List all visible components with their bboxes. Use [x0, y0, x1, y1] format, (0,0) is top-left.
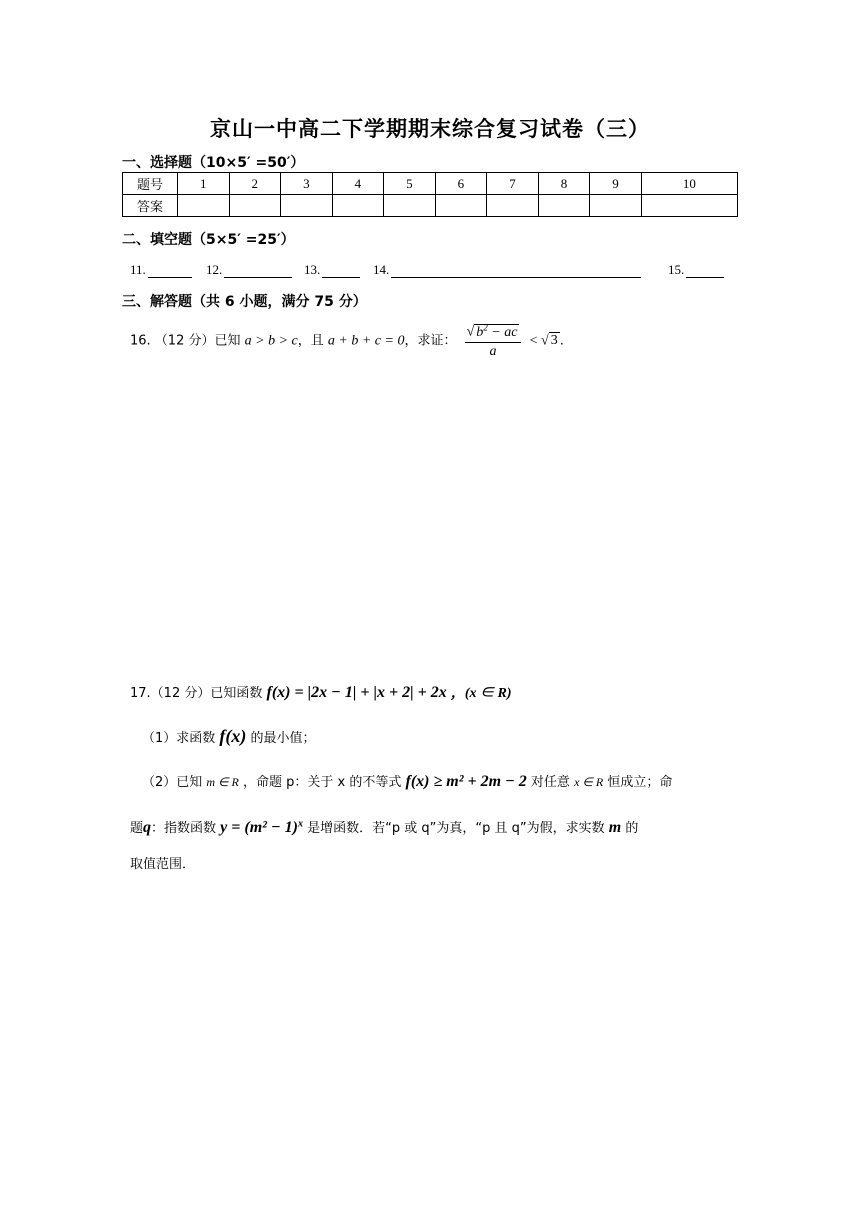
answer-cell[interactable]: [178, 195, 230, 217]
table-cell-label: 答案: [123, 195, 178, 217]
table-cell-number: 7: [487, 173, 539, 195]
problem-17-part-2-end: 取值范围．: [130, 857, 196, 872]
fraction: $\frac{√ b^2 - ac}{a}$: [465, 322, 522, 360]
answer-cell[interactable]: [641, 195, 737, 217]
blank-13[interactable]: 13.: [304, 262, 360, 278]
problem-17-part-2-cont: 题q：指数函数 $y = (m^2 - 1)^x$ 是增函数．若“p 或 q”为真，“p 且 q”为假，求实数 m 的: [130, 818, 639, 836]
exam-title: 京山一中高二下学期期末综合复习试卷（三）: [210, 117, 650, 141]
table-cell-number: 10: [641, 173, 737, 195]
table-cell-number: 3: [281, 173, 333, 195]
answer-table: [122, 172, 738, 217]
function-definition: f(x) = |2x − 1| + |x + 2| + 2x: [266, 684, 447, 701]
table-cell-number: 5: [384, 173, 436, 195]
problem-17-part-1: （1）求函数 f(x) 的最小值；: [142, 726, 316, 746]
table-row: [123, 195, 738, 217]
answer-cell[interactable]: [332, 195, 384, 217]
section-solve-heading: 三、解答题（共 6 小题，满分 75 分）: [122, 294, 367, 310]
problem-17-part-2: （2）已知 m ∈ R ，命题 p：关于 x 的不等式 f(x) ≥ m² + 2m − 2 对任意 x ∈ R 恒成立；命: [142, 773, 673, 790]
answer-cell[interactable]: [229, 195, 281, 217]
answer-cell[interactable]: [281, 195, 333, 217]
table-cell-number: 6: [435, 173, 487, 195]
table-cell-number: 8: [538, 173, 590, 195]
table-cell-label: 题号: [123, 173, 178, 195]
table-cell-number: 9: [590, 173, 642, 195]
answer-cell[interactable]: [384, 195, 436, 217]
table-cell-number: 2: [229, 173, 281, 195]
problem-16: 16. （12 分）已知 a > b > c，且 a + b + c = 0，求证： $\frac{√ b^2 - ac}{a}$ < √ 3 .: [130, 322, 564, 359]
table-cell-number: 1: [178, 173, 230, 195]
table-cell-number: 4: [332, 173, 384, 195]
section-fill-heading: 二、填空题（5×5′ =25′）: [122, 232, 295, 248]
blank-14[interactable]: 14.: [373, 262, 641, 278]
answer-cell[interactable]: [538, 195, 590, 217]
problem-17: 17.（12 分）已知函数 f(x) = |2x − 1| + |x + 2| + 2x ，(x ∈ R): [130, 684, 512, 701]
blank-15[interactable]: 15.: [668, 262, 724, 278]
section-choice-heading: 一、选择题（10×5′ =50′）: [122, 155, 305, 171]
blank-12[interactable]: 12.: [206, 262, 292, 278]
blank-11[interactable]: 11.: [130, 262, 192, 278]
answer-cell[interactable]: [487, 195, 539, 217]
table-row: [123, 173, 738, 195]
answer-cell[interactable]: [590, 195, 642, 217]
answer-cell[interactable]: [435, 195, 487, 217]
